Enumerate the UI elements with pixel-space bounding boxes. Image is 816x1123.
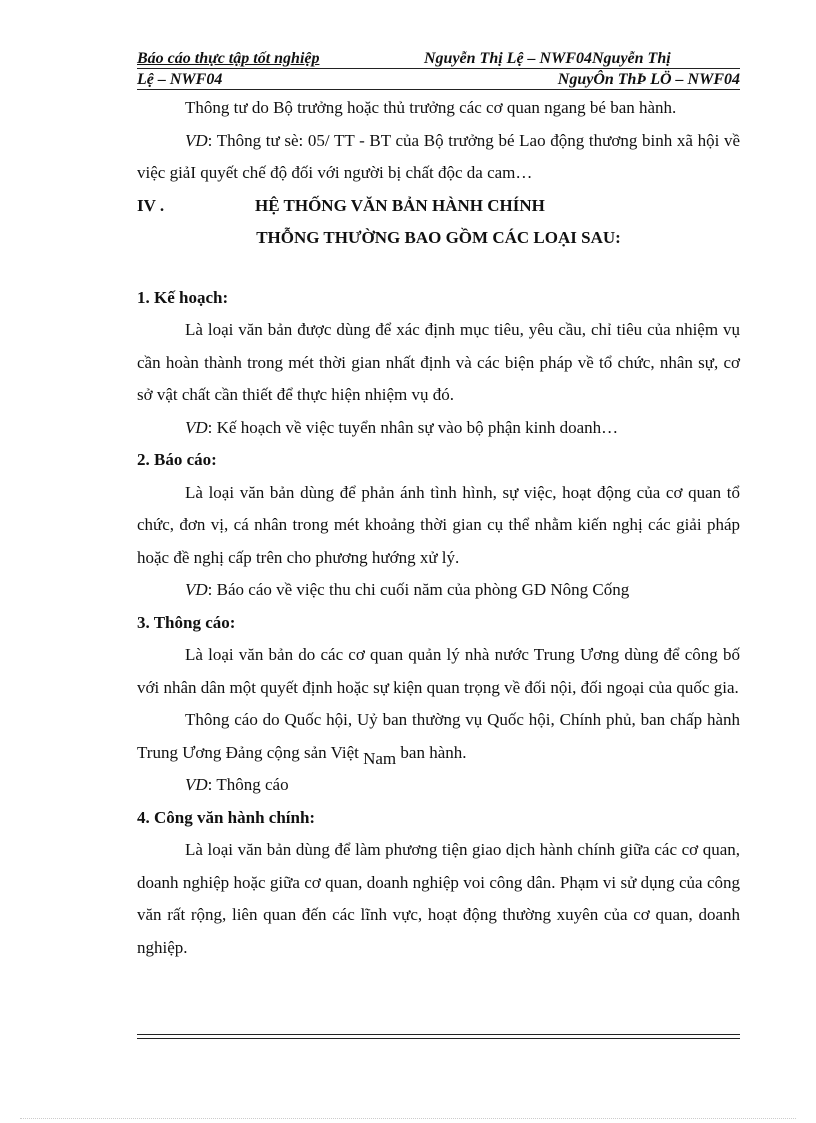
intro-example [137, 125, 740, 190]
item-example [137, 412, 740, 445]
para2-subscript: Nam [363, 748, 397, 768]
vd-label: VD [185, 580, 208, 599]
header-author: Nguyễn Thị Lệ – NWF04Nguyễn Thị [424, 50, 671, 67]
intro-paragraph: Thông tư do Bộ trưởng hoặc thủ trưởng các cơ quan ngang bé ban hành. [185, 98, 677, 117]
vd-text: : Thông tư sè: 05/ TT - BT của Bộ trưởng bé Lao động thương binh xã hội về việc giảI quyết chế độ đối với người bị chất độc da cam… [137, 130, 740, 182]
header-author-cont: Lệ – NWF04 [137, 71, 223, 88]
section-heading [137, 190, 740, 222]
header-author-garbled: NguyÔn ThÞ LÖ – NWF04 [557, 71, 740, 88]
item-example [137, 769, 740, 802]
section-number: IV . [137, 195, 165, 215]
vd-text: : Báo cáo về việc thu chi cuối năm của phòng GD Nông Cống [207, 580, 630, 599]
running-header-line2 [137, 71, 740, 90]
vd-label: VD [185, 775, 208, 794]
header-report-title: Báo cáo thực tập tốt nghiệp [137, 50, 320, 67]
item-heading-thong-cao: 3. Thông cáo: [137, 612, 236, 632]
footer-double-rule [137, 1034, 740, 1039]
item-heading-bao-cao: 2. Báo cáo: [137, 450, 217, 469]
page-edge-dotted-line [20, 1118, 796, 1119]
para2-before: Thông cáo do Quốc hội, Uỷ ban thường vụ Quốc hội, Chính phủ, ban chấp hành Trung Ương Đảng cộng sản Việt [137, 710, 740, 762]
item-example [137, 574, 740, 607]
vd-text: : Kế hoạch về việc tuyển nhân sự vào bộ phận kinh doanh… [207, 417, 619, 437]
section-title-line1: HỆ THỐNG VĂN BẢN HÀNH CHÍNH [255, 195, 545, 215]
vd-label: VD [185, 130, 208, 150]
document-body [137, 92, 740, 964]
item-paragraph: Là loại văn bản dùng để làm phương tiện giao dịch hành chính giữa các cơ quan, doanh nghiệp hoặc giữa cơ quan, doanh nghiệp voi công dân. Phạm vi sử dụng của công văn rất rộng, liên quan đến các lĩnh vực, hoạt động thường xuyên của cơ quan, doanh nghiệp. [137, 840, 740, 957]
vd-label: VD [185, 417, 208, 437]
para2-after: ban hành. [396, 742, 467, 762]
item-heading-ke-hoach: 1. Kế hoạch: [137, 287, 229, 307]
section-title-line2: THỖNG THƯỜNG BAO GỒM CÁC LOẠI SAU: [256, 227, 621, 247]
item-paragraph: Là loại văn bản được dùng để xác định mục tiêu, yêu cầu, chỉ tiêu của nhiệm vụ cần hoàn thành trong mét thời gian nhất định và các biện pháp về tổ chức, nhân sự, cơ sở vật chất cần thiết để thực hiện nhiệm vụ đó. [137, 320, 740, 404]
item-paragraph-2 [137, 704, 740, 769]
item-paragraph: Là loại văn bản do các cơ quan quản lý nhà nước Trung Ương dùng để công bố với nhân dân một quyết định hoặc sự kiện quan trọng về đối nội, đối ngoại của quốc gia. [137, 645, 740, 697]
item-heading-cong-van: 4. Công văn hành chính: [137, 807, 316, 827]
vd-text: : Thông cáo [207, 775, 289, 794]
item-paragraph: Là loại văn bản dùng để phản ánh tình hình, sự việc, hoạt động của cơ quan tổ chức, đơn vị, cá nhân trong mét khoảng thời gian cụ thể nhằm kiến nghị các giải pháp hoặc đề nghị cấp trên cho phương hướng xử lý. [137, 482, 740, 567]
running-header-line1 [137, 50, 740, 69]
